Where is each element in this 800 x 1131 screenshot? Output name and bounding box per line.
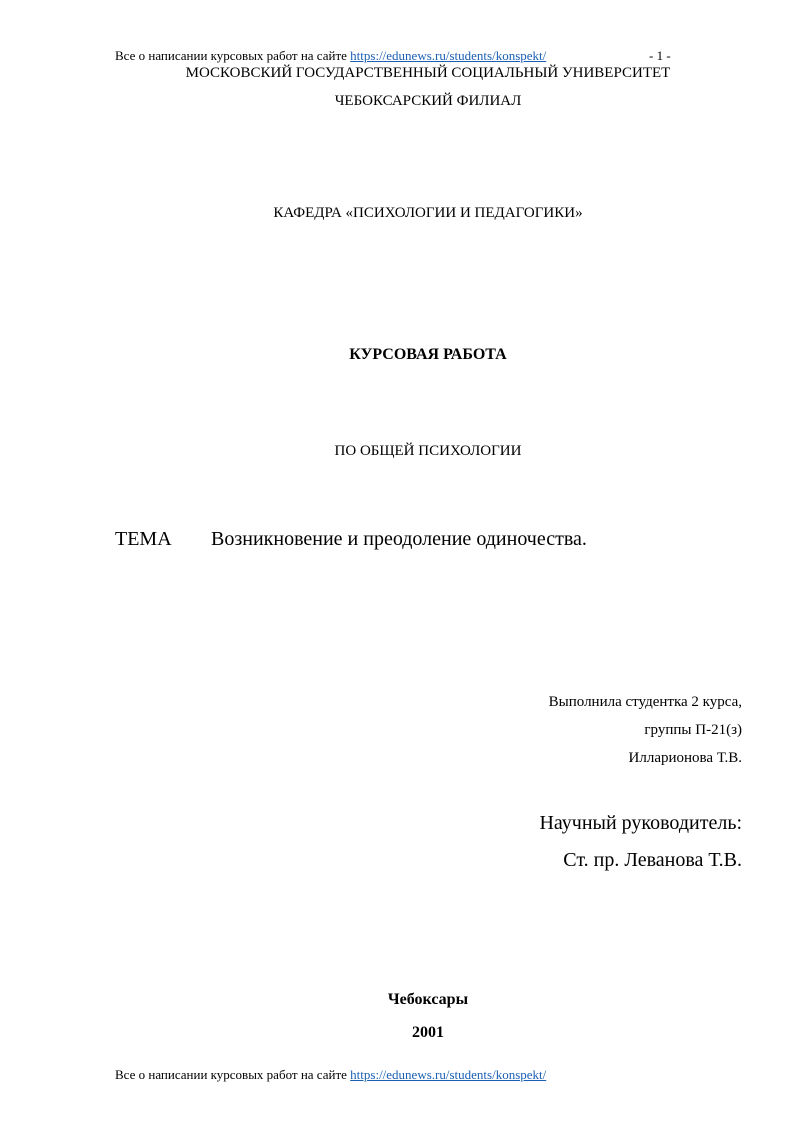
topic-label: ТЕМА bbox=[115, 528, 172, 550]
page-header bbox=[115, 48, 546, 64]
footer-text: Все о написании курсовых работ на сайте bbox=[115, 1067, 351, 1082]
year: 2001 bbox=[412, 1024, 444, 1041]
footer-link[interactable]: https://edunews.ru/students/konspekt/ bbox=[350, 1067, 547, 1082]
page-footer bbox=[115, 1067, 546, 1083]
university-name: МОСКОВСКИЙ ГОСУДАРСТВЕННЫЙ СОЦИАЛЬНЫЙ УНИВЕРСИТЕТ bbox=[185, 65, 671, 81]
student-info-group: группы П-21(з) bbox=[644, 722, 742, 738]
supervisor-name: Ст. пр. Леванова Т.В. bbox=[563, 849, 742, 871]
student-info-course: Выполнила студентка 2 курса, bbox=[548, 694, 742, 710]
supervisor-label: Научный руководитель: bbox=[539, 812, 742, 834]
header-text: Все о написании курсовых работ на сайте bbox=[115, 48, 351, 63]
student-name: Илларионова Т.В. bbox=[628, 750, 742, 766]
branch-name: ЧЕБОКСАРСКИЙ ФИЛИАЛ bbox=[334, 93, 522, 109]
work-type-title: КУРСОВАЯ РАБОТА bbox=[349, 346, 507, 363]
department-name: КАФЕДРА «ПСИХОЛОГИИ И ПЕДАГОГИКИ» bbox=[273, 205, 583, 221]
header-link[interactable]: https://edunews.ru/students/konspekt/ bbox=[350, 48, 547, 63]
subject-line: ПО ОБЩЕЙ ПСИХОЛОГИИ bbox=[334, 443, 522, 459]
page-number: - 1 - bbox=[649, 48, 671, 63]
topic-text: Возникновение и преодоление одиночества. bbox=[211, 528, 587, 550]
city: Чебоксары bbox=[387, 991, 469, 1008]
